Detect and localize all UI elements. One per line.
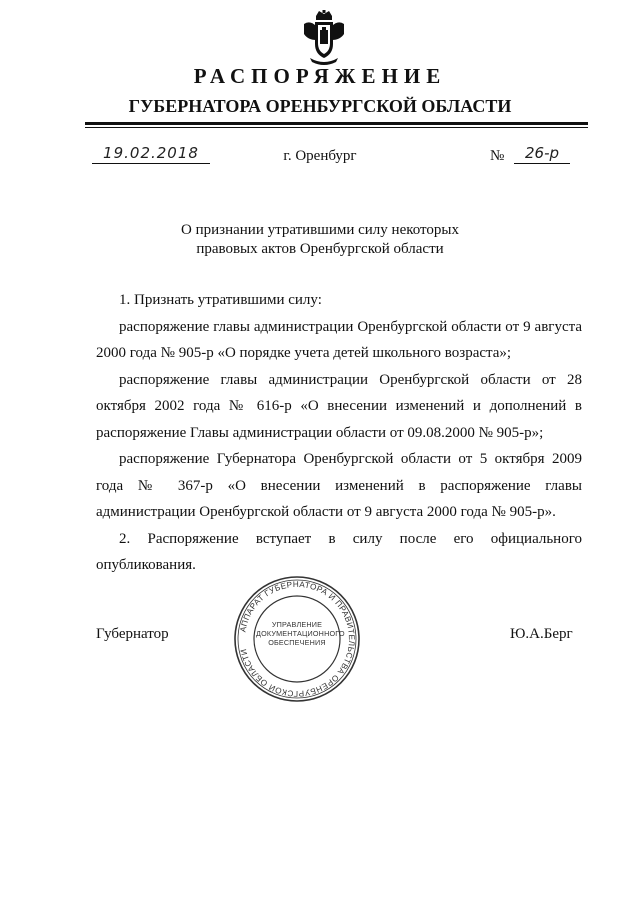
document-city: г. Оренбург [283, 148, 357, 164]
item-2: 2. Распоряжение вступает в силу после его официального опубликования. [96, 530, 582, 573]
coat-of-arms-icon [302, 10, 346, 66]
stamp-line-2: ДОКУМЕНТАЦИОННОГО [256, 629, 345, 638]
repealed-act-1: распоряжение главы администрации Оренбургской области от 9 августа 2000 года № 905-р «О порядке учета детей школьного возраста»; [96, 318, 582, 361]
stamp-ring-text: АППАРАТ ГУБЕРНАТОРА И ПРАВИТЕЛЬСТВА ОРЕНБУРГСКОЙ ОБЛАСТИ [238, 579, 357, 699]
signer-title: Губернатор [96, 626, 169, 642]
stamp-center-text [256, 620, 345, 647]
stamp-line-1: УПРАВЛЕНИЕ [271, 620, 323, 629]
header-rule-thick [85, 122, 588, 125]
header-rule-thin [85, 127, 588, 128]
document-number: 26-р [514, 144, 570, 164]
repealed-act-3: распоряжение Губернатора Оренбургской области от 5 октября 2009 года № 367-р «О внесении изменений в распоряжение главы администрации Оренбургской области от 9 августа 2000 года № 905-р». [96, 451, 582, 520]
document-title: РАСПОРЯЖЕНИЕ [193, 64, 447, 88]
subject-line-2: правовых актов Оренбургской области [196, 241, 444, 257]
document-subtitle: ГУБЕРНАТОРА ОРЕНБУРГСКОЙ ОБЛАСТИ [128, 96, 512, 116]
document-subject [0, 221, 640, 259]
repealed-act-2: распоряжение главы администрации Оренбургской области от 28 октября 2002 года № 616-р «О внесении изменений и дополнений в распоряжение Главы администрации области от 09.08.2000 № 905-р»; [96, 371, 582, 441]
stamp-line-3: ОБЕСПЕЧЕНИЯ [268, 638, 326, 647]
subject-line-1: О признании утратившими силу некоторых [181, 222, 459, 238]
number-label: № [490, 148, 505, 164]
document-date: 19.02.2018 [92, 144, 210, 164]
item-1: 1. Признать утратившими силу: [119, 292, 322, 308]
document-body [96, 287, 582, 579]
signer-name: Ю.А.Берг [510, 626, 573, 642]
